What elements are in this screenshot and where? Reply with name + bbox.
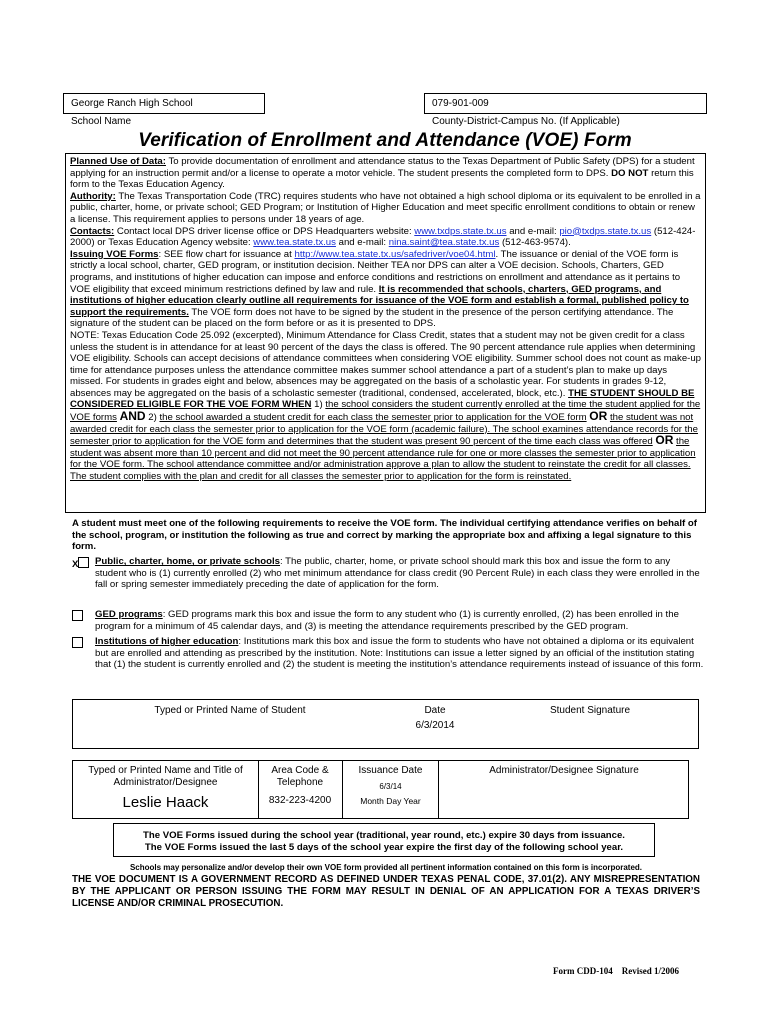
form-number — [553, 966, 679, 976]
issuing-label: Issuing VOE Forms — [70, 248, 159, 260]
contacts-label: Contacts: — [70, 225, 115, 237]
ged-text: : GED programs mark this box and issue the form to any student who (1) is currently enrolled, (2) has been enrolled in the program for a minimum of 45 calendar days, and (3) is meeting the attendance requirements prescribed by the GED program. — [95, 609, 679, 632]
authority-text: The Texas Transportation Code (TRC) requires students who have not obtained a high school diploma or its equivalent to be enrolled in a public, charter, home, or private school; GED Program; or Institution of Higher Education and meet specific enrollment conditions to obtain or renew a license. This requirement applies to persons under 18 years of age. — [70, 190, 701, 225]
public-school-option[interactable] — [72, 556, 704, 591]
condition-number: 1) — [311, 399, 326, 411]
or-word: OR — [655, 433, 674, 448]
tea-website-link[interactable]: www.tea.state.tx.us — [253, 237, 336, 249]
public-text: : The public, charter, home, or private school should mark this box and issue the form to any student who is (1) currently enrolled (2) who met minimum attendance for class credit (90 Percent Rule) in each class they were enrolled in the fall or spring semester immediately preceding the date of application for the form. — [95, 556, 700, 591]
expiration-line-2: The VOE Forms issued the last 5 days of the school year expire the first day of the following school year. — [144, 842, 624, 853]
student-signature-field[interactable] — [510, 720, 670, 744]
and-word: AND — [119, 409, 146, 424]
expiration-line-1: The VOE Forms issued during the school year (traditional, year round, etc.) expire 30 days from issuance. — [143, 830, 625, 841]
planned-use-text: To provide documentation of enrollment and attendance status to the Texas Department of Public Safety (DPS) for a student applying for an instruction permit and/or a license to operate a motor vehicle. The student presents the completed form to DPS. — [70, 156, 695, 179]
admin-signature-label: Administrator/Designee Signature — [489, 765, 639, 776]
issuing-text: . The issuance or denial of the VOE form is strictly a local school, charter, GED program, or institution decision. Neither TEA nor DPS can alter a VOE decision. Schools, Charters, GED programs, and institutions of higher education can impose and enforce conditions and restrictions on enrollment and attendance as it pertains to VOE eligibility that exceed minimum restrictions defined by law and rule. — [70, 248, 681, 295]
info-text — [70, 156, 702, 483]
planned-use-label: Planned Use of Data: — [70, 156, 166, 167]
ged-label: GED programs — [95, 609, 163, 620]
form-id: Form CDD-104 — [553, 966, 613, 976]
admin-divider — [438, 760, 439, 819]
institution-label: Institutions of higher education — [95, 636, 239, 647]
student-name-field[interactable] — [100, 720, 360, 744]
phone-label: Area Code & Telephone — [271, 765, 329, 788]
admin-name-label: Typed or Printed Name and Title of Administrator/Designee — [88, 765, 243, 788]
admin-name-value[interactable]: Leslie Haack — [122, 794, 209, 811]
condition-2: the school awarded a student credit for each class the semester prior to application for the VOE form — [159, 412, 587, 424]
institution-checkbox[interactable] — [72, 637, 83, 648]
issuing-text: : SEE flow chart for issuance at — [158, 248, 295, 260]
contacts-text: (512-424-2000) or Texas Education Agency website: — [70, 225, 696, 249]
requirements-intro: A student must meet one of the following requirements to receive the VOE form. The individual certifying attendance verifies on behalf of the school, program, or institution the following as true and correct by marking the appropriate box and affixing a legal signature to this form. — [72, 518, 697, 553]
page-title: Verification of Enrollment and Attendance (VOE) Form — [138, 130, 632, 151]
flowchart-link[interactable]: http://www.tea.state.tx.us/safedriver/voe04.html — [294, 248, 496, 260]
contacts-text: and e-mail: — [506, 225, 560, 237]
dps-email-link[interactable]: pio@txdps.state.tx.us — [559, 225, 652, 237]
dps-website-link[interactable]: www.txdps.state.tx.us — [414, 225, 507, 237]
date-label: Date — [424, 705, 446, 716]
student-name-label: Typed or Printed Name of Student — [154, 705, 306, 716]
or-word: OR — [589, 409, 608, 424]
issuing-recommendation: It is recommended that schools, charters, GED programs, and institutions of higher education clearly outline all requirements for issuance of the VOE form and establish a formal, published policy to support the requirements. — [70, 283, 689, 318]
tea-email-link[interactable]: nina.saint@tea.state.tx.us — [388, 237, 500, 249]
issuance-date-label: Issuance Date — [358, 765, 423, 776]
campus-number-label: County-District-Campus No. (If Applicable) — [432, 116, 620, 127]
condition-4: the student was absent more than 10 percent and did not meet the 90 percent attendance rule for one or more classes the semester prior to application for the VOE form. The school attendance committee and/or administration approve a plan to allow the student to reinstate the credit for all classes. The student complies with the plan and credit for all classes the semester prior to application for the form is reinstated. — [70, 436, 696, 483]
condition-1: the school considers the student currently enrolled at the time the student applied for the VOE forms — [70, 399, 701, 424]
admin-signature-field[interactable] — [440, 780, 688, 814]
do-not-text: DO NOT — [611, 167, 649, 179]
date-value[interactable]: 6/3/2014 — [415, 720, 455, 731]
personalize-note: Schools may personalize and/or develop their own VOE form provided all pertinent information contained on this form is incorporated. — [129, 863, 643, 872]
contacts-text: Contact local DPS driver license office or DPS Headquarters website: — [114, 225, 415, 237]
ged-option[interactable] — [72, 609, 704, 632]
planned-use-end: return this form to the Texas Education Agency. — [70, 167, 694, 191]
issuing-text: The VOE form does not have to be signed by the student in the presence of the person certifying attendance. The signature of the student can be placed on the form before or as it is presented to DPS. — [70, 306, 674, 330]
public-check-mark: X — [72, 559, 79, 570]
school-name-value: George Ranch High School — [71, 98, 193, 109]
campus-number-value: 079-901-009 — [432, 98, 489, 109]
ged-checkbox[interactable] — [72, 610, 83, 621]
note-text: NOTE: Texas Education Code 25.092 (excerpted), Minimum Attendance for Class Credit, states that a student may not be given credit for a class unless the student is in attendance for at least 90 percent of the days the class is offered. The 90 percent attendance rule applies when determining VOE eligibility. Schools can accept decisions of attendance committees when considering VOE eligibility. Summer school does not count as make-up time for attendance purposes unless the attendance committee makes summer school attendance a part of a student’s plan to make up days missed. For students in grades eight and below, absences may be aggregated on the basis of a scholastic year. For students in grades 9-12, absences may be aggregated on the basis of a scholastic semester (traditional, condensed, accelerated, block, etc.). — [70, 329, 702, 399]
contacts-text: and e-mail: — [335, 237, 389, 249]
contacts-text: (512-463-9574). — [499, 237, 571, 249]
public-label: Public, charter, home, or private schools — [95, 556, 281, 567]
legal-warning: THE VOE DOCUMENT IS A GOVERNMENT RECORD AS DEFINED UNDER TEXAS PENAL CODE, 37.01(2). ANY MISREPRESENTATION BY THE APPLICANT OR PERSON ISSUING THE FORM MAY RESULT IN DENIAL OF AN APPLICATION FOR A TEXAS DRIVER’S LICENSE AND/OR CRIMINAL PROSECUTION. — [72, 874, 700, 909]
institution-option[interactable] — [72, 636, 704, 671]
admin-divider — [258, 760, 259, 819]
revised-date: Revised 1/2006 — [621, 966, 679, 976]
institution-text: : Institutions mark this box and issue the form to students who have not obtained a diploma or its equivalent but are enrolled and attending as prescribed by the institution. Note: Institutions can issue a letter signed by an official of the institution stating that (1) the student is currently enrolled and (2) the student is meeting the institution’s attendance requirements instead of issuance of this form. — [95, 636, 704, 671]
issuance-date-format: Month Day Year — [360, 796, 421, 806]
condition-number: 2) — [145, 412, 160, 424]
phone-value[interactable]: 832-223-4200 — [268, 795, 332, 806]
issuance-date-value[interactable]: 6/3/14 — [379, 782, 402, 791]
school-name-label: School Name — [71, 116, 132, 127]
eligible-heading: THE STUDENT SHOULD BE CONSIDERED ELIGIBLE FOR THE VOE FORM WHEN — [70, 387, 695, 411]
public-checkbox[interactable] — [78, 557, 89, 568]
condition-3: the student was not awarded credit for each class the semester prior to application for the VOE form (academic failure). The school examines attendance records for the semester prior to application for the VOE form and determines that the student was present 90 percent of the time each class was offered — [70, 412, 698, 448]
student-signature-label: Student Signature — [549, 705, 631, 716]
authority-label: Authority: — [70, 190, 116, 202]
